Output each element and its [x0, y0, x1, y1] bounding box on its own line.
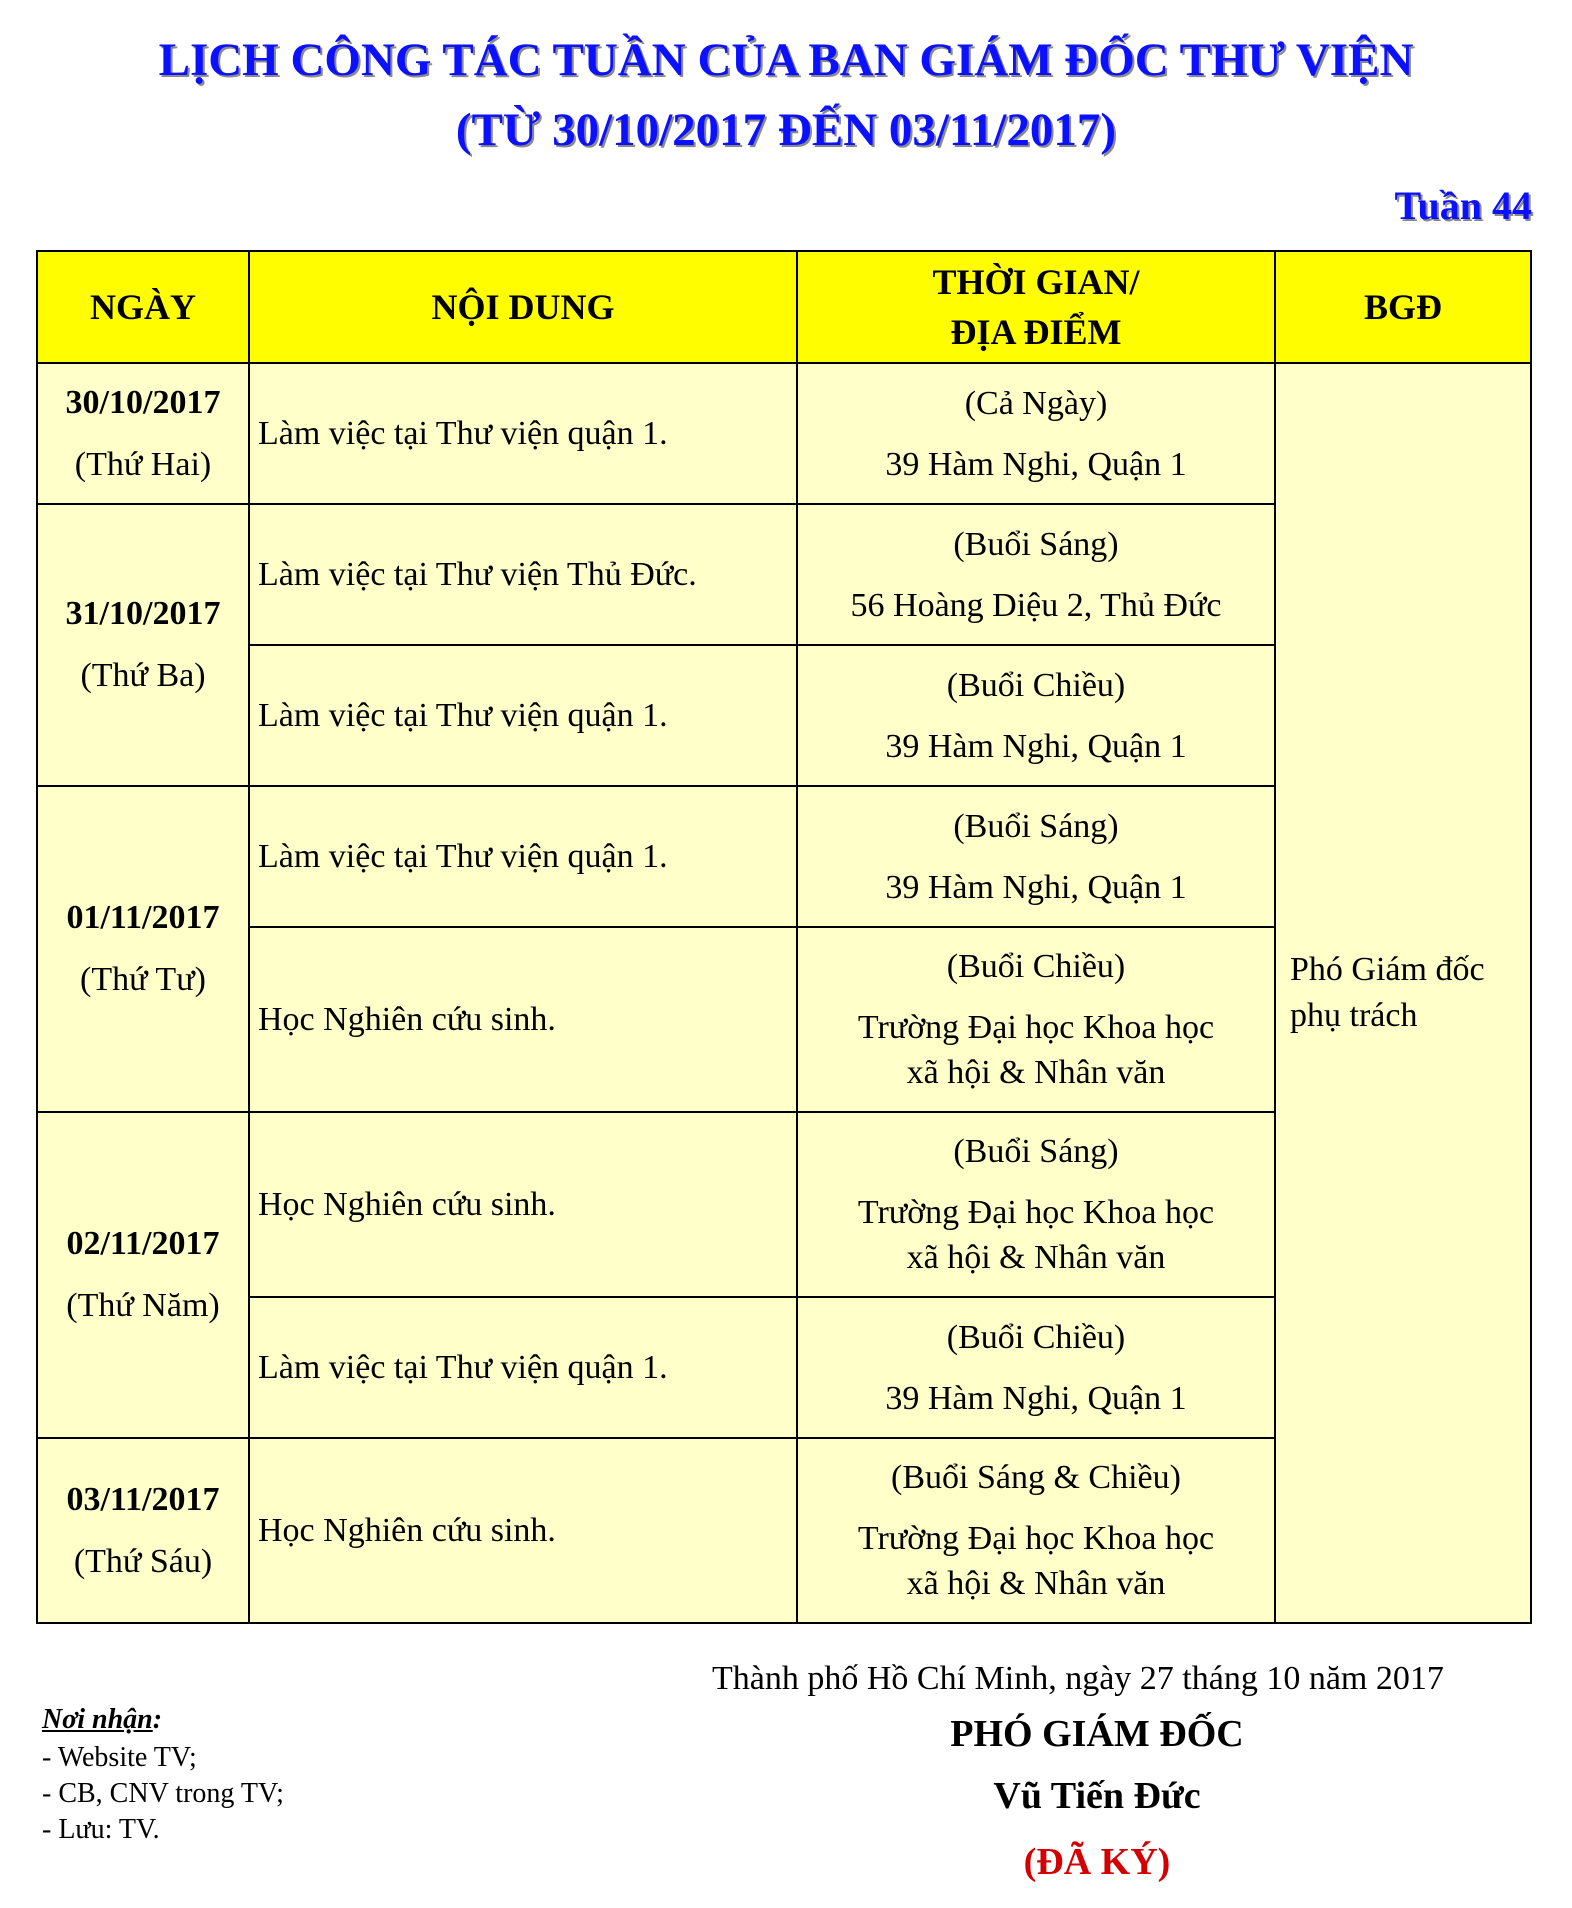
- place-text: 39 Hàm Nghi, Quận 1: [885, 445, 1187, 483]
- day-cell: [37, 1438, 249, 1623]
- place-text: 39 Hàm Nghi, Quận 1: [885, 1379, 1187, 1417]
- column-header-time-place: [797, 251, 1275, 363]
- time-place-cell: [797, 363, 1275, 504]
- place-text: 39 Hàm Nghi, Quận 1: [885, 868, 1187, 906]
- time-place-cell: [797, 1297, 1275, 1438]
- day-cell: [37, 1112, 249, 1438]
- place-text: 39 Hàm Nghi, Quận 1: [885, 727, 1187, 765]
- day-weekday: (Thứ Sáu): [73, 1542, 213, 1580]
- table-header-row: [37, 251, 1531, 363]
- day-weekday: (Thứ Tư): [80, 961, 206, 998]
- recipient-item: - CB, CNV trong TV;: [42, 1778, 284, 1809]
- day-weekday: (Thứ Năm): [66, 1287, 220, 1324]
- time-text: (Buổi Sáng): [953, 525, 1119, 563]
- time-text: (Buổi Chiều): [946, 948, 1126, 985]
- time-place-cell: [797, 1438, 1275, 1623]
- time-text: (Cả Ngày): [964, 384, 1108, 422]
- column-header-day: NGÀY: [37, 251, 249, 363]
- content-cell: Học Nghiên cứu sinh.: [249, 1112, 797, 1297]
- day-weekday: (Thứ Hai): [74, 445, 212, 483]
- time-place-cell: [797, 927, 1275, 1112]
- time-text: (Buổi Chiều): [946, 1318, 1126, 1356]
- recipient-item: - Lưu: TV.: [42, 1814, 160, 1845]
- time-text: (Buổi Sáng): [953, 807, 1119, 845]
- signer-name: Vũ Tiến Đức: [993, 1775, 1201, 1817]
- bgd-cell: Phó Giám đốc phụ trách: [1275, 363, 1531, 1623]
- time-text: (Buổi Sáng): [953, 1133, 1119, 1170]
- place-and-date: Thành phố Hồ Chí Minh, ngày 27 tháng 10 năm 2017: [712, 1660, 1444, 1697]
- content-cell: Làm việc tại Thư viện quận 1.: [249, 786, 797, 927]
- column-header-bgd: BGĐ: [1275, 251, 1531, 363]
- day-cell: [37, 504, 249, 786]
- place-text: Trường Đại học Khoa học xã hội & Nhân văn: [857, 1520, 1215, 1602]
- day-date: 30/10/2017: [65, 383, 221, 421]
- content-cell: Làm việc tại Thư viện quận 1.: [249, 363, 797, 504]
- document-title: LỊCH CÔNG TÁC TUẦN CỦA BAN GIÁM ĐỐC THƯ VIỆN: [158, 34, 1414, 86]
- time-text: (Buổi Chiều): [946, 666, 1126, 704]
- day-cell: [37, 363, 249, 504]
- content-cell: Làm việc tại Thư viện quận 1.: [249, 1297, 797, 1438]
- day-cell: [37, 786, 249, 1112]
- time-place-cell: [797, 504, 1275, 645]
- table-row: [37, 363, 1531, 504]
- day-date: 02/11/2017: [66, 1225, 220, 1262]
- place-text: Trường Đại học Khoa học xã hội & Nhân văn: [857, 1194, 1215, 1276]
- day-date: 01/11/2017: [66, 899, 220, 936]
- content-cell: Làm việc tại Thư viện Thủ Đức.: [249, 504, 797, 645]
- time-place-cell: [797, 645, 1275, 786]
- place-text: 56 Hoàng Diệu 2, Thủ Đức: [850, 586, 1222, 624]
- signer-role: PHÓ GIÁM ĐỐC: [950, 1713, 1244, 1755]
- place-text: Trường Đại học Khoa học xã hội & Nhân văn: [857, 1009, 1215, 1091]
- time-place-cell: [797, 1112, 1275, 1297]
- time-text: (Buổi Sáng & Chiều): [891, 1459, 1181, 1496]
- schedule-table: [36, 250, 1532, 1624]
- recipient-item: - Website TV;: [42, 1742, 197, 1773]
- content-cell: Học Nghiên cứu sinh.: [249, 1438, 797, 1623]
- column-header-content: NỘI DUNG: [249, 251, 797, 363]
- time-place-cell: [797, 786, 1275, 927]
- day-date: 03/11/2017: [66, 1480, 220, 1518]
- column-header-time: THỜI GIAN/: [932, 262, 1140, 302]
- column-header-place: ĐỊA ĐIỂM: [950, 312, 1122, 352]
- recipients-heading-text: Nơi nhận: [42, 1704, 153, 1735]
- day-weekday: (Thứ Ba): [80, 657, 206, 694]
- day-date: 31/10/2017: [65, 595, 221, 632]
- signed-status: (ĐÃ KÝ): [1023, 1841, 1171, 1883]
- document-date-range: (TỪ 30/10/2017 ĐẾN 03/11/2017): [455, 104, 1117, 156]
- week-number: Tuần 44: [1394, 183, 1532, 228]
- content-cell: Làm việc tại Thư viện quận 1.: [249, 645, 797, 786]
- recipients-heading: Nơi nhận:: [42, 1704, 163, 1735]
- content-cell: Học Nghiên cứu sinh.: [249, 927, 797, 1112]
